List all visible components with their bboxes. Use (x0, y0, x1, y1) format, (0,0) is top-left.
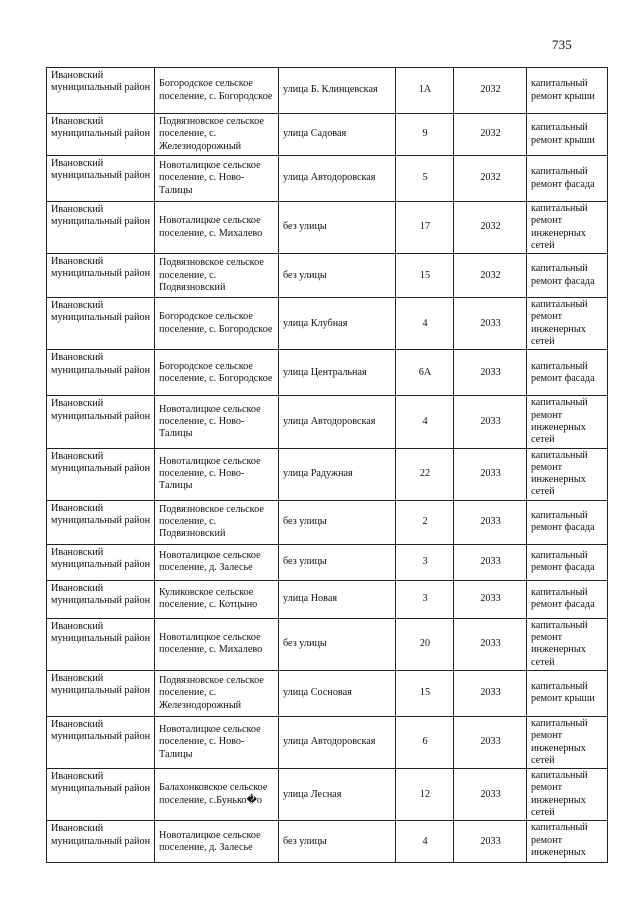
house-number-cell: 3 (396, 580, 454, 618)
settlement-cell: Новоталицкое сельское поселение, с. Ново-Талицы (155, 448, 279, 500)
year-cell: 2033 (454, 544, 527, 580)
work-type-cell: капитальный ремонт фасада (527, 254, 608, 298)
year-cell: 2032 (454, 68, 527, 114)
table-row (47, 544, 608, 580)
settlement-cell: Новоталицкое сельское поселение, д. Залесье (155, 821, 279, 863)
house-number-cell: 4 (396, 821, 454, 863)
work-type-cell: капитальный ремонт фасада (527, 580, 608, 618)
table-row (47, 350, 608, 396)
table-row (47, 618, 608, 670)
year-cell: 2033 (454, 821, 527, 863)
table-row (47, 500, 608, 544)
street-cell: улица Лесная (279, 769, 396, 821)
table-row (47, 202, 608, 254)
table-row (47, 396, 608, 448)
district-cell: Ивановский муниципальный район (47, 769, 155, 821)
settlement-cell: Подвязновское сельское поселение, с. Подвязновский (155, 500, 279, 544)
work-type-cell: капитальный ремонт инженерных сетей (527, 298, 608, 350)
street-cell: улица Клубная (279, 298, 396, 350)
work-type-cell: капитальный ремонт фасада (527, 156, 608, 202)
table-row (47, 68, 608, 114)
year-cell: 2032 (454, 202, 527, 254)
street-cell: без улицы (279, 202, 396, 254)
street-cell: без улицы (279, 821, 396, 863)
street-cell: без улицы (279, 544, 396, 580)
settlement-cell: Новоталицкое сельское поселение, с. Михалево (155, 202, 279, 254)
street-cell: улица Автодоровская (279, 716, 396, 768)
table-row (47, 821, 608, 863)
work-type-cell: капитальный ремонт инженерных сетей (527, 716, 608, 768)
house-number-cell: 6А (396, 350, 454, 396)
house-number-cell: 3 (396, 544, 454, 580)
house-number-cell: 15 (396, 254, 454, 298)
work-type-cell: капитальный ремонт инженерных сетей (527, 202, 608, 254)
house-number-cell: 12 (396, 769, 454, 821)
settlement-cell: Куликовское сельское поселение, с. Котцыно (155, 580, 279, 618)
settlement-cell: Богородское сельское поселение, с. Богородское (155, 68, 279, 114)
street-cell: улица Радужная (279, 448, 396, 500)
table-row (47, 254, 608, 298)
table-row (47, 769, 608, 821)
district-cell: Ивановский муниципальный район (47, 670, 155, 716)
year-cell: 2033 (454, 500, 527, 544)
settlement-cell: Балахонковское сельское поселение, с.Бунько�о (155, 769, 279, 821)
district-cell: Ивановский муниципальный район (47, 396, 155, 448)
district-cell: Ивановский муниципальный район (47, 500, 155, 544)
street-cell: улица Автодоровская (279, 156, 396, 202)
work-type-cell: капитальный ремонт инженерных сетей (527, 769, 608, 821)
work-type-cell: капитальный ремонт инженерных сетей (527, 396, 608, 448)
year-cell: 2033 (454, 448, 527, 500)
year-cell: 2033 (454, 716, 527, 768)
district-cell: Ивановский муниципальный район (47, 448, 155, 500)
table-row (47, 448, 608, 500)
house-number-cell: 4 (396, 298, 454, 350)
work-type-cell: капитальный ремонт фасада (527, 500, 608, 544)
settlement-cell: Новоталицкое сельское поселение, с. Ново-Талицы (155, 716, 279, 768)
work-type-cell: капитальный ремонт крыши (527, 670, 608, 716)
district-cell: Ивановский муниципальный район (47, 618, 155, 670)
house-number-cell: 1А (396, 68, 454, 114)
settlement-cell: Новоталицкое сельское поселение, д. Залесье (155, 544, 279, 580)
district-cell: Ивановский муниципальный район (47, 156, 155, 202)
house-number-cell: 17 (396, 202, 454, 254)
street-cell: без улицы (279, 500, 396, 544)
house-number-cell: 4 (396, 396, 454, 448)
work-type-cell: капитальный ремонт инженерных сетей (527, 618, 608, 670)
district-cell: Ивановский муниципальный район (47, 114, 155, 156)
district-cell: Ивановский муниципальный район (47, 202, 155, 254)
work-type-cell: капитальный ремонт инженерных сетей (527, 448, 608, 500)
work-type-cell: капитальный ремонт фасада (527, 544, 608, 580)
district-cell: Ивановский муниципальный район (47, 821, 155, 863)
year-cell: 2032 (454, 156, 527, 202)
street-cell: улица Сосновая (279, 670, 396, 716)
street-cell: без улицы (279, 254, 396, 298)
street-cell: улица Новая (279, 580, 396, 618)
year-cell: 2033 (454, 350, 527, 396)
district-cell: Ивановский муниципальный район (47, 254, 155, 298)
district-cell: Ивановский муниципальный район (47, 580, 155, 618)
table-body (47, 68, 608, 863)
settlement-cell: Подвязновское сельское поселение, с. Железнодорожный (155, 114, 279, 156)
year-cell: 2033 (454, 298, 527, 350)
table-row (47, 298, 608, 350)
house-number-cell: 20 (396, 618, 454, 670)
street-cell: улица Центральная (279, 350, 396, 396)
table-row (47, 580, 608, 618)
table-row (47, 114, 608, 156)
year-cell: 2032 (454, 114, 527, 156)
work-type-cell: капитальный ремонт фасада (527, 350, 608, 396)
work-type-cell: капитальный ремонт крыши (527, 68, 608, 114)
table-row (47, 156, 608, 202)
district-cell: Ивановский муниципальный район (47, 350, 155, 396)
street-cell: без улицы (279, 618, 396, 670)
settlement-cell: Подвязновское сельское поселение, с. Железнодорожный (155, 670, 279, 716)
settlement-cell: Новоталицкое сельское поселение, с. Ново-Талицы (155, 396, 279, 448)
street-cell: улица Садовая (279, 114, 396, 156)
district-cell: Ивановский муниципальный район (47, 544, 155, 580)
work-type-cell: капитальный ремонт крыши (527, 114, 608, 156)
house-number-cell: 22 (396, 448, 454, 500)
district-cell: Ивановский муниципальный район (47, 298, 155, 350)
house-number-cell: 9 (396, 114, 454, 156)
house-number-cell: 15 (396, 670, 454, 716)
settlement-cell: Новоталицкое сельское поселение, с. Михалево (155, 618, 279, 670)
year-cell: 2032 (454, 254, 527, 298)
house-number-cell: 2 (396, 500, 454, 544)
settlement-cell: Богородское сельское поселение, с. Богородское (155, 298, 279, 350)
street-cell: улица Б. Клинцевская (279, 68, 396, 114)
year-cell: 2033 (454, 769, 527, 821)
settlement-cell: Богородское сельское поселение, с. Богородское (155, 350, 279, 396)
work-type-cell: капитальный ремонт инженерных (527, 821, 608, 863)
table-row (47, 716, 608, 768)
page-number: 735 (551, 37, 572, 52)
housing-repair-table (46, 67, 608, 863)
year-cell: 2033 (454, 618, 527, 670)
year-cell: 2033 (454, 670, 527, 716)
street-cell: улица Автодоровская (279, 396, 396, 448)
settlement-cell: Подвязновское сельское поселение, с. Подвязновский (155, 254, 279, 298)
year-cell: 2033 (454, 580, 527, 618)
year-cell: 2033 (454, 396, 527, 448)
house-number-cell: 5 (396, 156, 454, 202)
district-cell: Ивановский муниципальный район (47, 68, 155, 114)
house-number-cell: 6 (396, 716, 454, 768)
settlement-cell: Новоталицкое сельское поселение, с. Ново-Талицы (155, 156, 279, 202)
district-cell: Ивановский муниципальный район (47, 716, 155, 768)
table-row (47, 670, 608, 716)
